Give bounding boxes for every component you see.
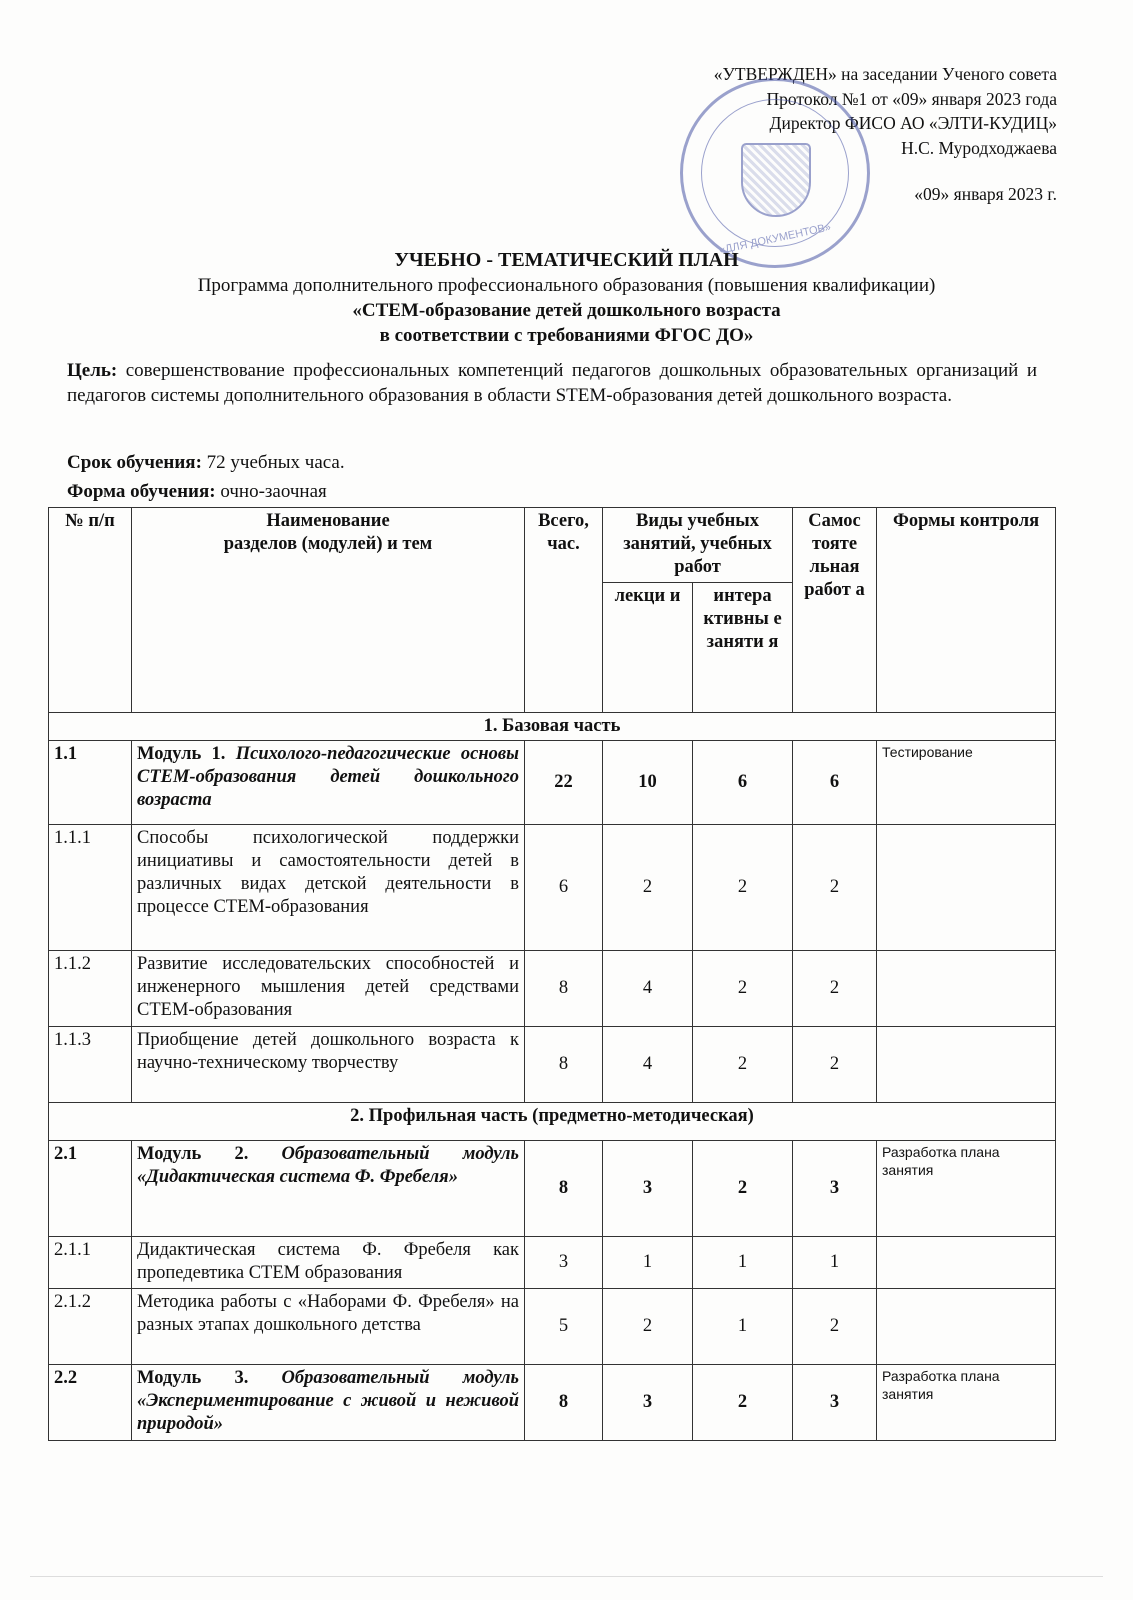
page-title: УЧЕБНО - ТЕМАТИЧЕСКИЙ ПЛАН (394, 249, 739, 271)
table-cell: 2 (793, 1289, 877, 1365)
goal-label: Цель: (67, 360, 118, 381)
header-lectures: лекци и (603, 583, 693, 713)
table-row (49, 741, 1056, 825)
table-row (49, 1141, 1056, 1237)
table-cell: 2.2 (49, 1365, 132, 1441)
table-row (49, 1237, 1056, 1289)
table-cell: 8 (525, 1027, 603, 1103)
header-name: Наименование разделов (модулей) и тем (132, 508, 525, 713)
header-total: Всего, час. (525, 508, 603, 713)
plan-table (48, 507, 1056, 1441)
title-block (60, 248, 1073, 348)
program-name-line-2: в соответствии с требованиями ФГОС ДО» (379, 325, 754, 346)
header-self: Самос тояте льная работ а (793, 508, 877, 713)
table-cell: 8 (525, 951, 603, 1027)
goal-text: совершенствование профессиональных компетенций педагогов дошкольных образовательных организаций и педагогов системы дополнительного образования в области STEM-образования детей дошкольного возраста. (67, 360, 1037, 406)
term-line (67, 452, 345, 474)
table-cell: 10 (603, 741, 693, 825)
form-line (67, 481, 327, 503)
table-cell: 2 (693, 951, 793, 1027)
table-row (49, 1365, 1056, 1441)
table-cell: 6 (793, 741, 877, 825)
term-value: 72 учебных часа. (206, 452, 345, 473)
header-kinds: Виды учебных занятий, учебных работ (603, 508, 793, 583)
table-cell: Модуль 1. Психолого-педагогические основы СТЕМ-образования детей дошкольного возраста (132, 741, 525, 825)
table-cell: 1 (693, 1237, 793, 1289)
table-cell: 2 (693, 1027, 793, 1103)
section-2-title: 2. Профильная часть (предметно-методическая) (49, 1103, 1056, 1141)
table-cell: 3 (603, 1365, 693, 1441)
table-cell: Дидактическая система Ф. Фребеля как пропедевтика СТЕМ образования (132, 1237, 525, 1289)
table-cell: 5 (525, 1289, 603, 1365)
goal-paragraph (67, 358, 1037, 408)
table-cell: 2.1.1 (49, 1237, 132, 1289)
table-row (49, 951, 1056, 1027)
approval-line-4: Н.С. Муродходжаева (901, 137, 1057, 158)
table-cell: 8 (525, 1141, 603, 1237)
table-cell (877, 951, 1056, 1027)
table-cell: 2 (603, 1289, 693, 1365)
table-cell: 8 (525, 1365, 603, 1441)
table-cell: Развитие исследовательских способностей и инженерного мышления детей средствами СТЕМ-образования (132, 951, 525, 1027)
header-interactive: интера ктивны е заняти я (693, 583, 793, 713)
table-cell: 3 (603, 1141, 693, 1237)
page-edge-divider (30, 1576, 1103, 1577)
table-cell: 1 (793, 1237, 877, 1289)
table-cell: 2 (693, 1141, 793, 1237)
official-seal-stamp (680, 78, 870, 268)
table-cell: 2.1 (49, 1141, 132, 1237)
table-cell: Приобщение детей дошкольного возраста к научно-техническому творчеству (132, 1027, 525, 1103)
approval-line-3: Директор ФИСО АО «ЭЛТИ-КУДИЦ» (769, 113, 1057, 133)
table-cell: 1.1.2 (49, 951, 132, 1027)
term-label: Срок обучения: (67, 452, 202, 473)
table-cell: Модуль 3. Образовательный модуль «Экспериментирование с живой и неживой природой» (132, 1365, 525, 1441)
table-cell: 4 (603, 1027, 693, 1103)
seal-text: «ДЛЯ ДОКУМЕНТОВ» (717, 221, 833, 257)
table-row (49, 825, 1056, 951)
table-cell: 6 (693, 741, 793, 825)
table-cell: 1 (603, 1237, 693, 1289)
table-cell: Модуль 2. Образовательный модуль «Дидактическая система Ф. Фребеля» (132, 1141, 525, 1237)
table-cell (877, 1027, 1056, 1103)
table-cell: 2 (603, 825, 693, 951)
table-cell: Разработка плана занятия (877, 1365, 1056, 1441)
table-cell: 6 (525, 825, 603, 951)
table-cell: Тестирование (877, 741, 1056, 825)
table-cell: 22 (525, 741, 603, 825)
table-cell: 1.1.3 (49, 1027, 132, 1103)
table-cell: 2 (793, 951, 877, 1027)
table-cell: 3 (793, 1365, 877, 1441)
table-cell: 1.1.1 (49, 825, 132, 951)
header-num: № п/п (49, 508, 132, 713)
table-cell (877, 1289, 1056, 1365)
table-cell: 4 (603, 951, 693, 1027)
program-name-line-1: «СТЕМ-образование детей дошкольного возраста (352, 300, 781, 321)
approval-line-2: Протокол №1 от «09» января 2023 года (766, 88, 1057, 109)
table-cell: Способы психологической поддержки инициативы и самостоятельности детей в различных видах детской деятельности в процессе СТЕМ-образования (132, 825, 525, 951)
table-cell: 2 (693, 1365, 793, 1441)
table-cell: 2.1.2 (49, 1289, 132, 1365)
program-line: Программа дополнительного профессионального образования (повышения квалификации) (197, 275, 936, 296)
table-cell: 2 (793, 825, 877, 951)
approval-date: «09» января 2023 г. (914, 184, 1057, 204)
table-cell: 2 (693, 825, 793, 951)
table-cell: Разработка плана занятия (877, 1141, 1056, 1237)
table-cell (877, 825, 1056, 951)
table-cell: 1 (693, 1289, 793, 1365)
seal-shield-icon (741, 143, 811, 217)
form-label: Форма обучения: (67, 481, 216, 502)
form-value: очно-заочная (220, 481, 327, 502)
table-cell (877, 1237, 1056, 1289)
approval-line-1: «УТВЕРЖДЕН» на заседании Ученого совета (713, 64, 1057, 84)
table-row (49, 1289, 1056, 1365)
table-cell: 3 (793, 1141, 877, 1237)
table-cell: 2 (793, 1027, 877, 1103)
table-cell: Методика работы с «Наборами Ф. Фребеля» на разных этапах дошкольного детства (132, 1289, 525, 1365)
table-row (49, 1027, 1056, 1103)
table-cell: 1.1 (49, 741, 132, 825)
table-cell: 3 (525, 1237, 603, 1289)
section-1-title: 1. Базовая часть (49, 713, 1056, 741)
header-control: Формы контроля (877, 508, 1056, 713)
